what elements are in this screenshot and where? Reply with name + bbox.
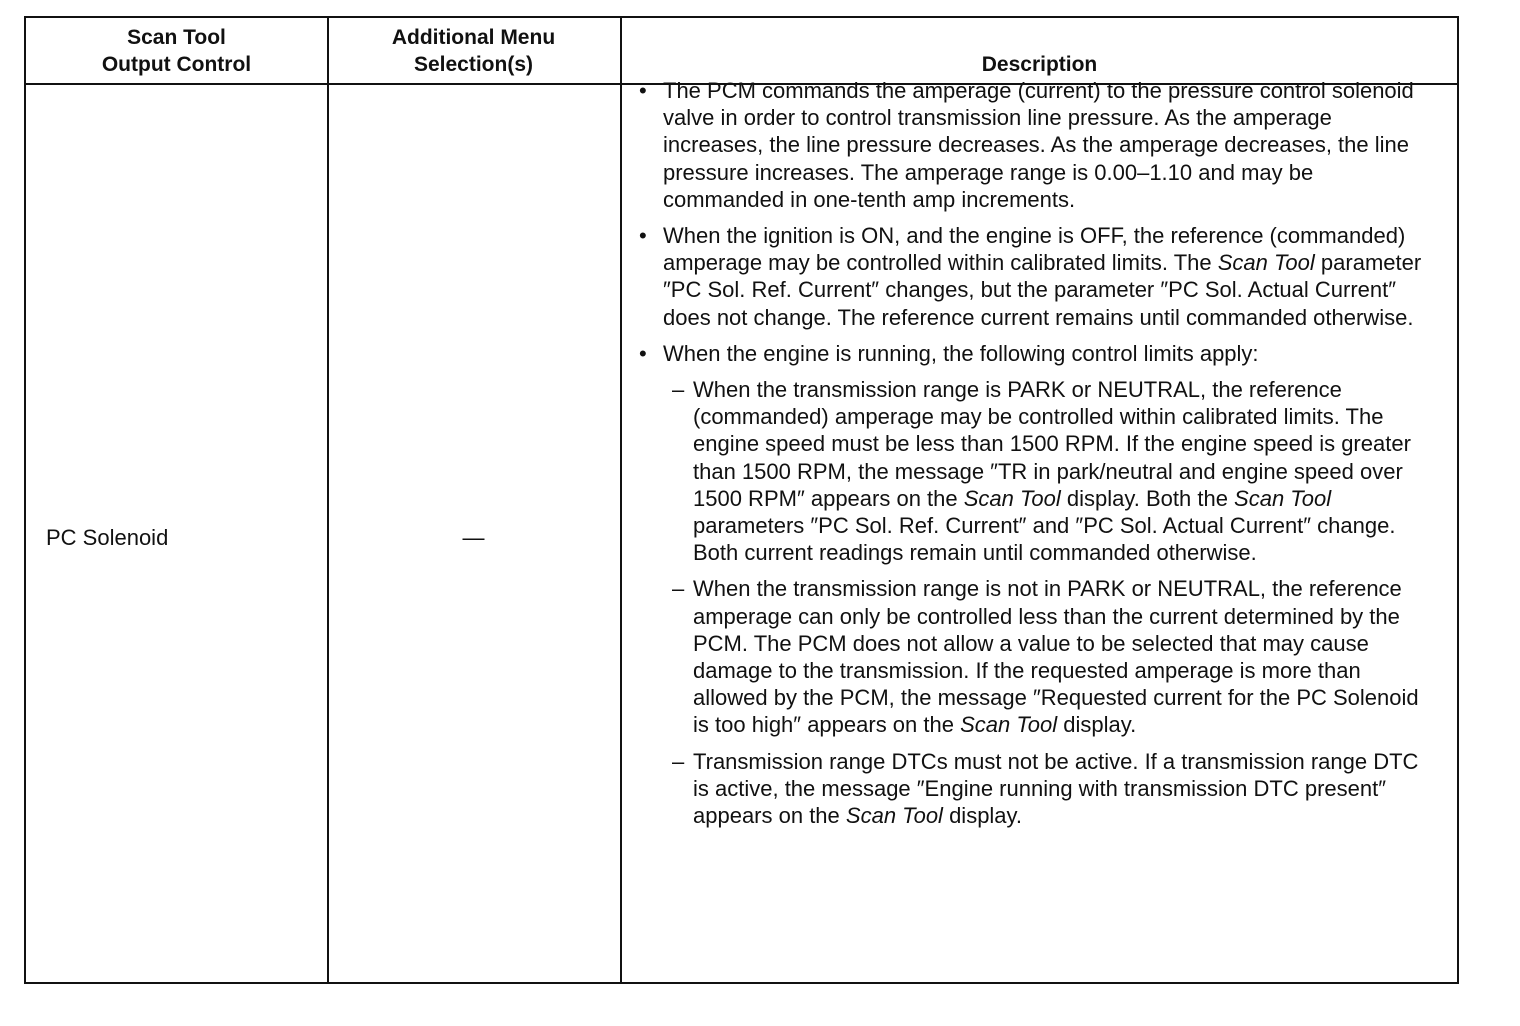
- column-divider-2: [620, 18, 622, 982]
- header-description: [620, 18, 1459, 84]
- header-col2-label: Additional Menu Selection(s): [391, 26, 556, 76]
- sub-list-item: – When the transmission range is PARK or NEUTRAL, the reference (commanded) amperage may be controlled within calibrated limits. The engine speed must be less than 1500 RPM. If the engine speed is greater than 1500 RPM, the message ″TR in park/neutral and engine speed over 1500 RPM″ appears on the Scan Tool display. Both the Scan Tool parameters ″PC Sol. Ref. Current″ and ″PC Sol. Actual Current″ change. Both current readings remain until commanded otherwise.: [639, 376, 1429, 566]
- column-divider-1: [327, 18, 329, 982]
- bullet-item: • When the engine is running, the following control limits apply:: [639, 340, 1429, 367]
- sub-list-item: – Transmission range DTCs must not be active. If a transmission range DTC is active, the message ″Engine running with transmission DTC present″ appears on the Scan Tool display.: [639, 748, 1429, 830]
- header-col3-label: Description: [981, 53, 1098, 76]
- menu-selection-value: —: [462, 525, 485, 550]
- bullet-item: • The PCM commands the amperage (current) to the pressure control solenoid valve in order to control transmission line pressure. As the amperage increases, the line pressure decreases. As the amperage decreases, the line pressure increases. The amperage range is 0.00–1.10 and may be commanded in one-tenth amp increments.: [639, 77, 1429, 213]
- header-scan-tool-output-control: [26, 18, 327, 84]
- output-control-value: PC Solenoid: [46, 525, 169, 550]
- header-col1-label: Scan Tool Output Control: [101, 26, 252, 76]
- header-additional-menu-selections: [327, 18, 620, 84]
- sub-list-item: – When the transmission range is not in PARK or NEUTRAL, the reference amperage can only be controlled less than the current determined by the PCM. The PCM does not allow a value to be selected that may cause damage to the transmission. If the requested amperage is more than allowed by the PCM, the message ″Requested current for the PC Solenoid is too high″ appears on the Scan Tool display.: [639, 575, 1429, 738]
- description-cell: [639, 77, 1429, 838]
- bullet-item: • When the ignition is ON, and the engine is OFF, the reference (commanded) amperage may be controlled within calibrated limits. The Scan Tool parameter ″PC Sol. Ref. Current″ changes, but the parameter ″PC Sol. Actual Current″ does not change. The reference current remains until commanded otherwise.: [639, 222, 1429, 331]
